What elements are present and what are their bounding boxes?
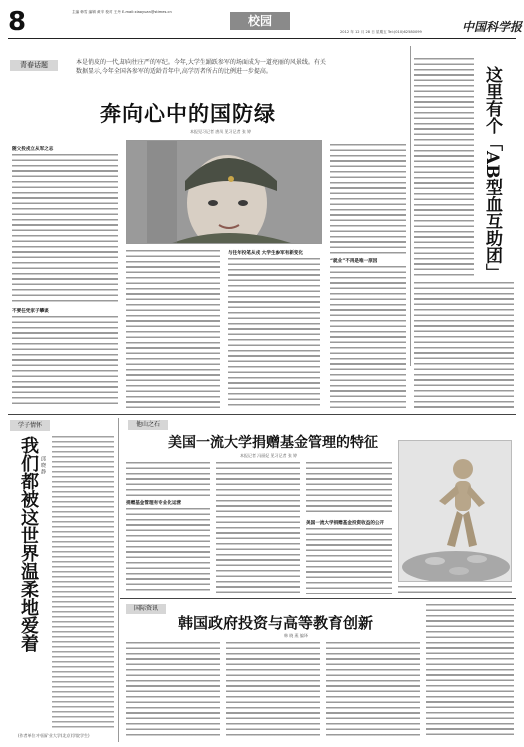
top-story-subhead: “就业”不再是唯一原因 [330,259,378,264]
article-text-block [226,642,320,738]
essay-author: 邱 晓 静 [40,456,46,475]
essay-kicker: 学子情怀 [10,420,50,431]
header-info: 主编 韩雪 编辑 黄辛 校对 王丹 E-mail:xiaoyuan@stimes.cn [72,10,172,14]
section-tab: 校园 [230,12,290,30]
article-text-block [216,462,300,594]
top-story-intro: 本是俏皮的一代,却向往庄严的军纪。今年,大学生踊跃参军的场面成为一道亮丽的风景线。有关数据显示,今年全国各参军的适龄青年中,高学历者所占的比例进一步提高。 [76,59,326,75]
essay-footnote: (作者单位:中国矿业大学(北京)学院学生) [18,733,90,738]
top-story-subhead: 随父投戎立从军之志 [12,147,54,152]
soldier-photo [126,140,322,244]
wooden-figure-illustration [399,441,512,582]
masthead-logo: 中国科学报 [462,20,523,34]
top-story-kicker: 青春话题 [10,60,58,71]
article-text-block [126,642,220,738]
coin-figure-illustration [398,440,512,582]
article-text-block [126,462,210,496]
bottom-story-title: 韩国政府投资与高等教育创新 [178,614,374,632]
header-rule [8,38,516,39]
article-text-block [326,642,420,738]
soldier-photo-illustration [127,141,322,244]
top-story-byline: 本报见习记者 唐凤 见习记者 张 婷 [190,129,252,134]
column-divider [410,46,411,366]
article-text-block [306,462,392,516]
page-number: 8 [8,7,27,37]
article-text-block [126,508,210,594]
section-rule [120,598,516,599]
bottom-story-kicker: 国际资讯 [126,604,166,614]
article-text-block [12,316,118,408]
article-text-block [12,154,118,304]
feature-title: 美国一流大学捐赠基金管理的特征 [168,435,378,451]
feature-subhead: 美国一流大学捐赠基金投资收益的公开 [306,521,385,526]
top-story-subhead: 不要任凭家子攀谈 [12,309,49,314]
article-text-block [330,266,406,408]
article-text-block [330,144,406,254]
article-text-block [52,436,114,728]
figure-caption [398,586,512,594]
essay-title: 我们都被这世界温柔地爱着 [18,436,39,652]
feature-byline: 本报记者 冯丽妃 见习记者 张 婷 [240,453,298,458]
top-story-title: 奔向心中的国防绿 [100,102,276,126]
section-rule [8,414,516,415]
article-text-block [126,250,220,408]
feature-kicker: 他山之石 [128,420,168,430]
feature-subhead: 捐赠基金管理有专业化运营 [126,501,182,506]
header-date: 2012 年 12 月 28 日 星期五 Tel:(010)62580099 [340,30,422,34]
article-text-block [414,58,474,278]
article-text-block [228,258,320,408]
bottom-story-byline: 韩 晓 燕 编译 [284,633,308,638]
article-text-block [426,604,514,738]
top-story-subhead: 与往年投笔从戎 大学生参军有新变化 [228,251,304,256]
article-text-block [414,282,514,408]
article-text-block [306,528,392,594]
right-story-title: 这里有个「AB型血互助团」 [482,66,502,281]
column-divider [118,418,119,742]
